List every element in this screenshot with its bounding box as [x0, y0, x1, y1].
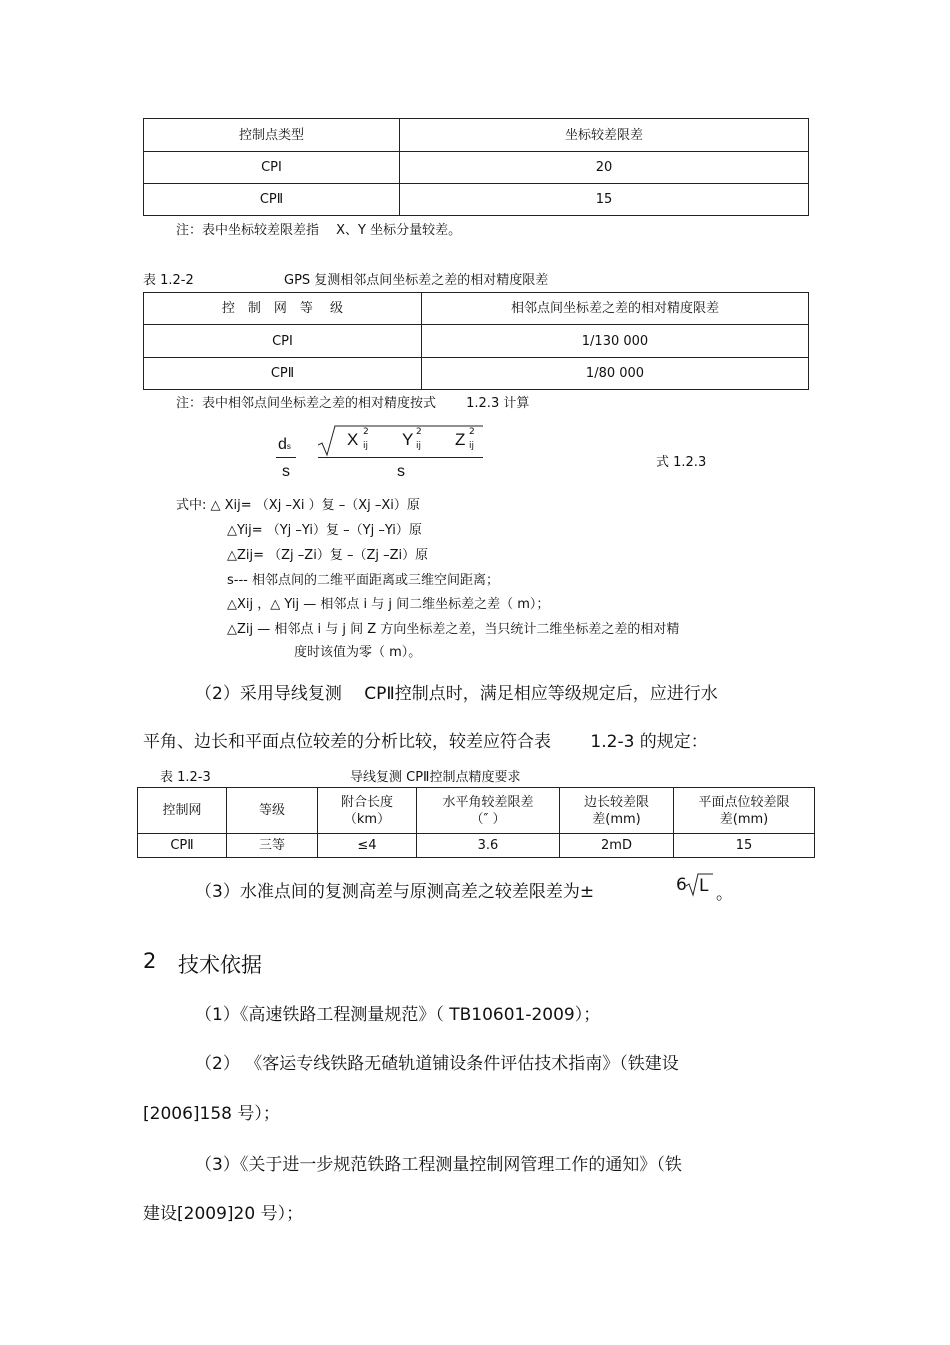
paragraph-line: （3）水准点间的复测高差与原测高差之较差限差为±	[195, 882, 595, 902]
table-cell: 三等	[227, 834, 318, 858]
reference-line: [2006]158 号）；	[143, 1104, 280, 1124]
formula-sup: 2	[416, 427, 422, 437]
section-title: 技术依据	[178, 953, 262, 977]
paragraph-line: 平角、边长和平面点位较差的分析比较，较差应符合表 1.2-3 的规定：	[143, 732, 708, 752]
table-header: 附合长度 （km）	[318, 788, 417, 834]
formula-sub: ij	[416, 441, 422, 451]
table-header: 控制网	[138, 788, 227, 834]
table-cell: CPⅠ	[144, 325, 422, 358]
table-coordinate-tolerance	[143, 118, 809, 216]
formula-radicand: L	[699, 876, 709, 896]
table-caption-number: 表 1.2-2	[143, 273, 194, 288]
paragraph-line: （2）采用导线复测 CPⅡ控制点时，满足相应等级规定后，应进行水	[195, 684, 718, 704]
fraction-bar	[318, 457, 483, 458]
table-cell: ≤4	[318, 834, 417, 858]
formula-lhs-denominator: s	[282, 463, 290, 480]
table-note: 注：表中相邻点间坐标差之差的相对精度按式 1.2.3 计算	[176, 396, 530, 411]
definition-line: △Zij= （Zj –Zi）复 –（Zj –Zi）原	[227, 548, 429, 563]
table-cell: 20	[400, 152, 809, 184]
definition-line: △Xij ，△ Yij — 相邻点 i 与 j 间二维坐标差之差（ m）；	[227, 597, 550, 612]
formula-lhs-numerator: ds	[278, 436, 291, 453]
table-header: 水平角较差限差 （″ ）	[417, 788, 560, 834]
table-cell: 15	[674, 834, 815, 858]
punctuation: 。	[716, 884, 733, 904]
table-header: 相邻点间坐标差之差的相对精度限差	[422, 293, 809, 325]
table-cell: CPⅠ	[144, 152, 400, 184]
reference-line: （3）《关于进一步规范铁路工程测量控制网管理工作的通知》（铁	[195, 1155, 682, 1175]
reference-line: （2） 《客运专线铁路无碴轨道铺设条件评估技术指南》（铁建设	[195, 1054, 679, 1074]
definition-line: 式中: △ Xij= （Xj –Xi ）复 –（Xj –Xi）原	[176, 498, 420, 513]
definition-line: s--- 相邻点间的二维平面距离或三维空间距离；	[227, 573, 499, 588]
definition-line: △Yij= （Yj –Yi）复 –（Yj –Yi）原	[227, 523, 422, 538]
formula-term-z: Z	[455, 430, 466, 449]
formula-value: 6	[676, 875, 687, 895]
formula-sub: ij	[469, 441, 475, 451]
definition-line: △Zij — 相邻点 i 与 j 间 Z 方向坐标差之差，当只统计二维坐标差之差的相对精	[227, 622, 680, 637]
reference-line: （1）《高速铁路工程测量规范》（ TB10601-2009）；	[195, 1005, 601, 1025]
table-header: 坐标较差限差	[400, 119, 809, 152]
table-header: 平面点位较差限 差(mm)	[674, 788, 815, 834]
formula-term-y: Y	[402, 430, 414, 449]
table-header: 等级	[227, 788, 318, 834]
table-traverse-accuracy	[137, 787, 815, 858]
formula-label: 式 1.2.3	[656, 455, 707, 470]
table-cell: 3.6	[417, 834, 560, 858]
table-cell: 1/130 000	[422, 325, 809, 358]
table-note: 注：表中坐标较差限差指 X、Y 坐标分量较差。	[176, 223, 462, 238]
table-caption-number: 表 1.2-3	[160, 770, 211, 785]
table-cell: CPⅡ	[144, 184, 400, 216]
table-cell: 2mD	[560, 834, 674, 858]
formula-rhs-denominator: s	[397, 463, 405, 480]
table-cell: CPⅡ	[138, 834, 227, 858]
table-cell: 15	[400, 184, 809, 216]
table-header: 边长较差限 差(mm)	[560, 788, 674, 834]
formula-term-x: X	[347, 430, 359, 449]
table-header: 控 制 网 等 级	[144, 293, 422, 325]
table-cell: CPⅡ	[144, 358, 422, 390]
table-relative-accuracy	[143, 292, 809, 390]
formula-sup: 2	[469, 427, 475, 437]
formula-sup: 2	[363, 427, 369, 437]
table-cell: 1/80 000	[422, 358, 809, 390]
table-caption-title: 导线复测 CPⅡ控制点精度要求	[350, 770, 521, 785]
table-caption-title: GPS 复测相邻点间坐标差之差的相对精度限差	[284, 273, 549, 288]
formula-sub: ij	[363, 441, 369, 451]
table-header: 控制点类型	[144, 119, 400, 152]
fraction-bar	[276, 457, 296, 458]
definition-line: 度时该值为零（ m）。	[294, 645, 422, 660]
reference-line: 建设[2009]20 号）；	[143, 1204, 304, 1224]
section-number: 2	[143, 949, 157, 973]
